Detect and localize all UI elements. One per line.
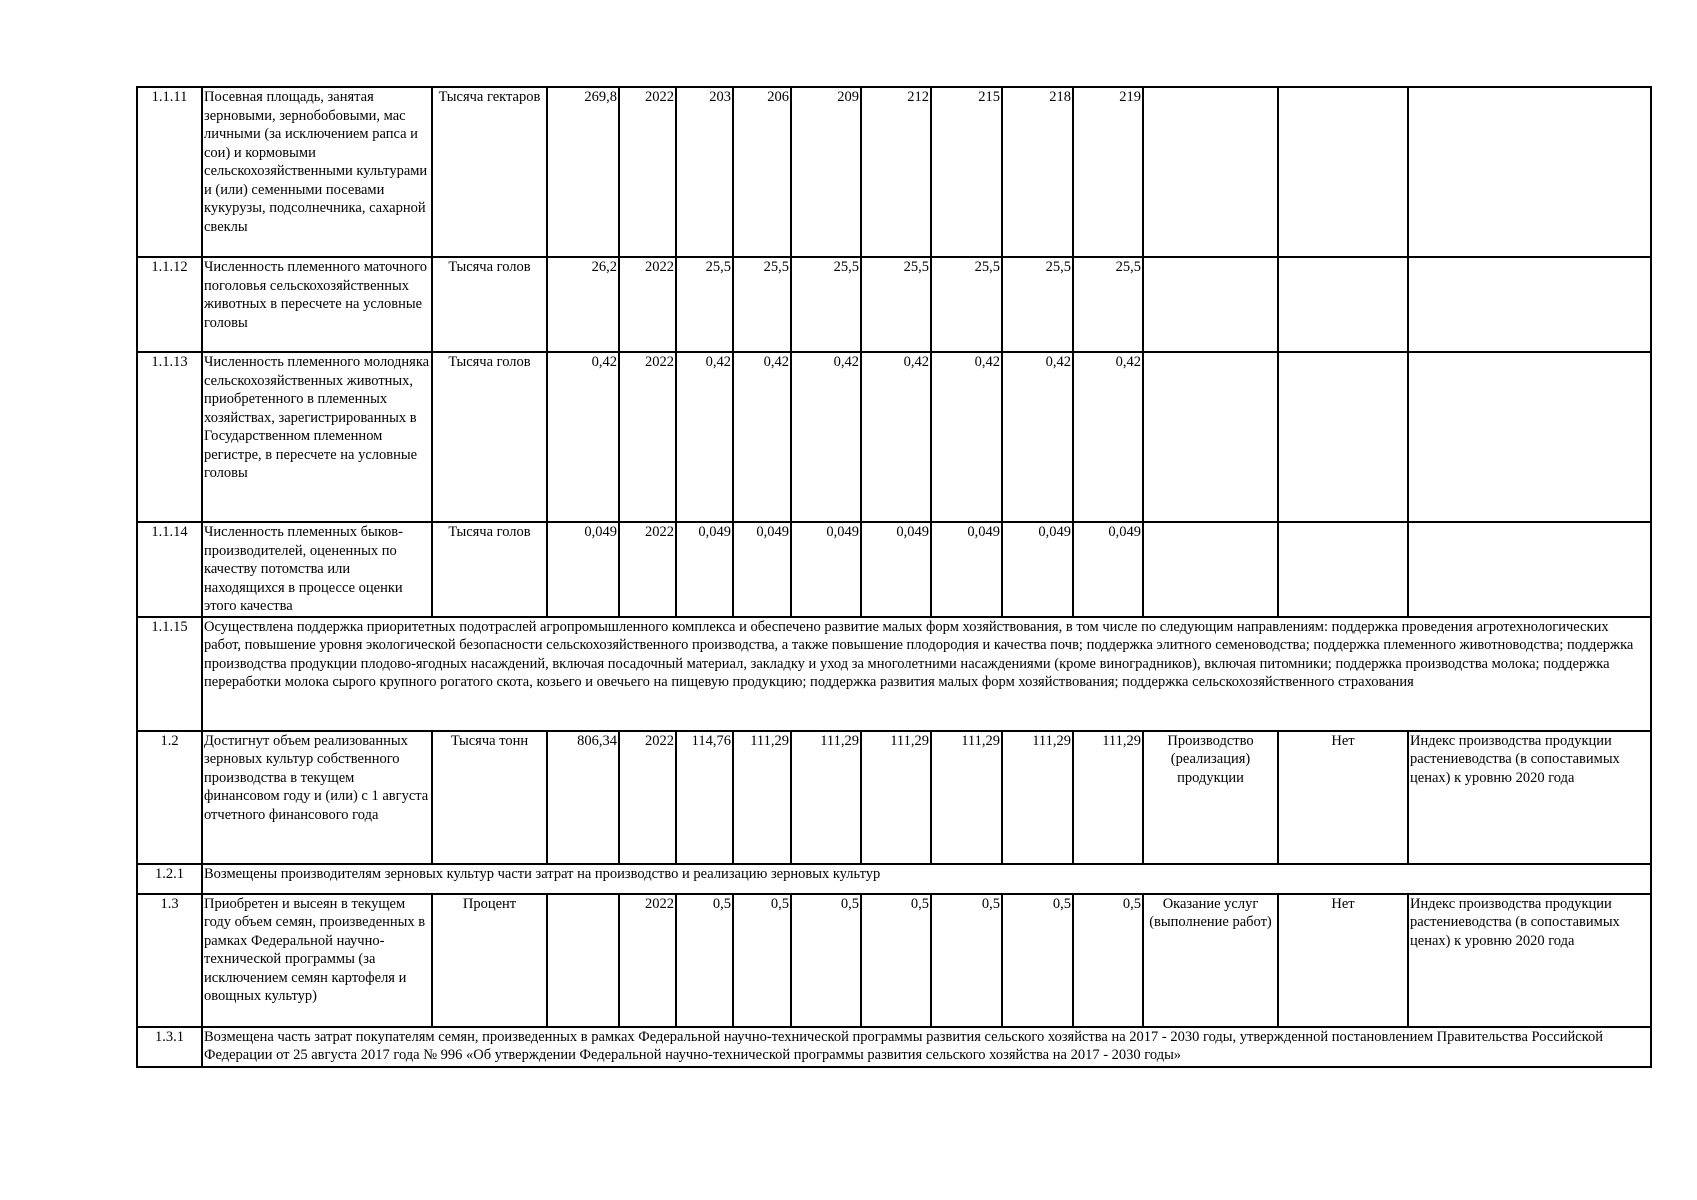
linked-indicator (1408, 522, 1651, 617)
row-number: 1.2 (137, 731, 202, 864)
table-row (137, 731, 1651, 864)
row-description: Возмещены производителям зерновых культур части затрат на производство и реализацию зерновых культур (202, 864, 1651, 894)
year-value: 212 (861, 87, 931, 257)
year-value: 0,42 (861, 352, 931, 522)
year-value: 0,42 (733, 352, 791, 522)
year-value: 111,29 (791, 731, 861, 864)
unit-of-measure: Тысяча голов (432, 352, 547, 522)
indicators-table (136, 86, 1652, 1068)
indicator-name: Численность племенных быков-производителей, оцененных по качеству потомства или находящихся в процессе оценки этого качества (202, 522, 432, 617)
indicator-name: Посевная площадь, занятая зерновыми, зернобобовыми, мас личными (за исключением рапса и сои) и кормовыми сельскохозяйственными культурами и (или) семенными посевами кукурузы, подсолнечника, сахарной свеклы (202, 87, 432, 257)
base-value: 26,2 (547, 257, 619, 352)
year-value: 0,049 (791, 522, 861, 617)
row-number: 1.1.13 (137, 352, 202, 522)
base-year: 2022 (619, 731, 676, 864)
year-value: 0,049 (1002, 522, 1073, 617)
year-value: 0,42 (1073, 352, 1143, 522)
linked-indicator: Индекс производства продукции растениеводства (в сопоставимых ценах) к уровню 2020 года (1408, 894, 1651, 1027)
unit-of-measure: Процент (432, 894, 547, 1027)
year-value: 25,5 (861, 257, 931, 352)
event-type: Оказание услуг (выполнение работ) (1143, 894, 1278, 1027)
year-value: 206 (733, 87, 791, 257)
year-value: 0,049 (676, 522, 733, 617)
flag-value (1278, 257, 1408, 352)
year-value: 111,29 (733, 731, 791, 864)
year-value: 0,42 (1002, 352, 1073, 522)
row-number: 1.2.1 (137, 864, 202, 894)
year-value: 0,5 (733, 894, 791, 1027)
year-value: 25,5 (1002, 257, 1073, 352)
base-value: 0,049 (547, 522, 619, 617)
year-value: 0,5 (791, 894, 861, 1027)
year-value: 25,5 (733, 257, 791, 352)
year-value: 25,5 (931, 257, 1002, 352)
unit-of-measure: Тысяча голов (432, 522, 547, 617)
base-year: 2022 (619, 257, 676, 352)
table-row (137, 522, 1651, 617)
event-type: Производство (реализация) продукции (1143, 731, 1278, 864)
unit-of-measure: Тысяча гектаров (432, 87, 547, 257)
table-row (137, 617, 1651, 731)
flag-value: Нет (1278, 894, 1408, 1027)
flag-value (1278, 522, 1408, 617)
year-value: 0,049 (1073, 522, 1143, 617)
table-row (137, 352, 1651, 522)
row-number: 1.3.1 (137, 1027, 202, 1067)
row-number: 1.1.15 (137, 617, 202, 731)
row-description: Возмещена часть затрат покупателям семян, произведенных в рамках Федеральной научно-технической программы развития сельского хозяйства на 2017 - 2030 годы, утвержденной постановлением Правительства Российской Федерации от 25 августа 2017 года № 996 «Об утверждении Федеральной научно-технической программы развития сельского хозяйства на 2017 - 2030 годы» (202, 1027, 1651, 1067)
unit-of-measure: Тысяча голов (432, 257, 547, 352)
year-value: 0,049 (733, 522, 791, 617)
year-value: 0,5 (931, 894, 1002, 1027)
year-value: 114,76 (676, 731, 733, 864)
base-year: 2022 (619, 894, 676, 1027)
base-value: 269,8 (547, 87, 619, 257)
indicator-name: Приобретен и высеян в текущем году объем семян, произведенных в рамках Федеральной научно-технической программы (за исключением семян картофеля и овощных культур) (202, 894, 432, 1027)
flag-value (1278, 352, 1408, 522)
indicator-name: Достигнут объем реализованных зерновых культур собственного производства в текущем финансовом году и (или) с 1 августа отчетного финансового года (202, 731, 432, 864)
row-number: 1.1.12 (137, 257, 202, 352)
year-value: 25,5 (791, 257, 861, 352)
event-type (1143, 257, 1278, 352)
base-value: 0,42 (547, 352, 619, 522)
linked-indicator (1408, 352, 1651, 522)
event-type (1143, 522, 1278, 617)
year-value: 203 (676, 87, 733, 257)
base-value (547, 894, 619, 1027)
year-value: 209 (791, 87, 861, 257)
flag-value: Нет (1278, 731, 1408, 864)
flag-value (1278, 87, 1408, 257)
year-value: 0,5 (861, 894, 931, 1027)
row-number: 1.1.14 (137, 522, 202, 617)
year-value: 215 (931, 87, 1002, 257)
year-value: 111,29 (1002, 731, 1073, 864)
indicator-name: Численность племенного маточного поголовья сельскохозяйственных животных в пересчете на условные головы (202, 257, 432, 352)
event-type (1143, 87, 1278, 257)
year-value: 218 (1002, 87, 1073, 257)
year-value: 111,29 (1073, 731, 1143, 864)
table-row (137, 894, 1651, 1027)
row-number: 1.3 (137, 894, 202, 1027)
linked-indicator: Индекс производства продукции растениеводства (в сопоставимых ценах) к уровню 2020 года (1408, 731, 1651, 864)
indicator-name: Численность племенного молодняка сельскохозяйственных животных, приобретенного в племенных хозяйствах, зарегистрированных в Государственном племенном регистре, в пересчете на условные головы (202, 352, 432, 522)
year-value: 111,29 (931, 731, 1002, 864)
year-value: 0,049 (861, 522, 931, 617)
row-number: 1.1.11 (137, 87, 202, 257)
year-value: 0,5 (1002, 894, 1073, 1027)
year-value: 0,049 (931, 522, 1002, 617)
base-year: 2022 (619, 522, 676, 617)
year-value: 0,42 (676, 352, 733, 522)
linked-indicator (1408, 257, 1651, 352)
year-value: 0,5 (676, 894, 733, 1027)
year-value: 0,5 (1073, 894, 1143, 1027)
event-type (1143, 352, 1278, 522)
year-value: 219 (1073, 87, 1143, 257)
year-value: 0,42 (931, 352, 1002, 522)
table-row (137, 257, 1651, 352)
row-description: Осуществлена поддержка приоритетных подотраслей агропромышленного комплекса и обеспечено развитие малых форм хозяйствования, в том числе по следующим направлениям: поддержка проведения агротехнологических работ, повышение уровня экологической безопасности сельскохозяйственного производства, а также повышение плодородия и качества почв; поддержка элитного семеноводства; поддержка племенного животноводства; поддержка производства продукции плодово-ягодных насаждений, включая посадочный материал, закладку и уход за многолетними насаждениями (кроме виноградников), включая питомники; поддержка производства молока; поддержка переработки молока сырого крупного рогатого скота, козьего и овечьего на пищевую продукцию; поддержка развития малых форм хозяйствования; поддержка сельскохозяйственного страхования (202, 617, 1651, 731)
table-row (137, 87, 1651, 257)
year-value: 25,5 (1073, 257, 1143, 352)
base-year: 2022 (619, 352, 676, 522)
table-row (137, 864, 1651, 894)
table-body (137, 87, 1651, 1067)
unit-of-measure: Тысяча тонн (432, 731, 547, 864)
year-value: 0,42 (791, 352, 861, 522)
base-year: 2022 (619, 87, 676, 257)
base-value: 806,34 (547, 731, 619, 864)
table-row (137, 1027, 1651, 1067)
linked-indicator (1408, 87, 1651, 257)
year-value: 111,29 (861, 731, 931, 864)
year-value: 25,5 (676, 257, 733, 352)
